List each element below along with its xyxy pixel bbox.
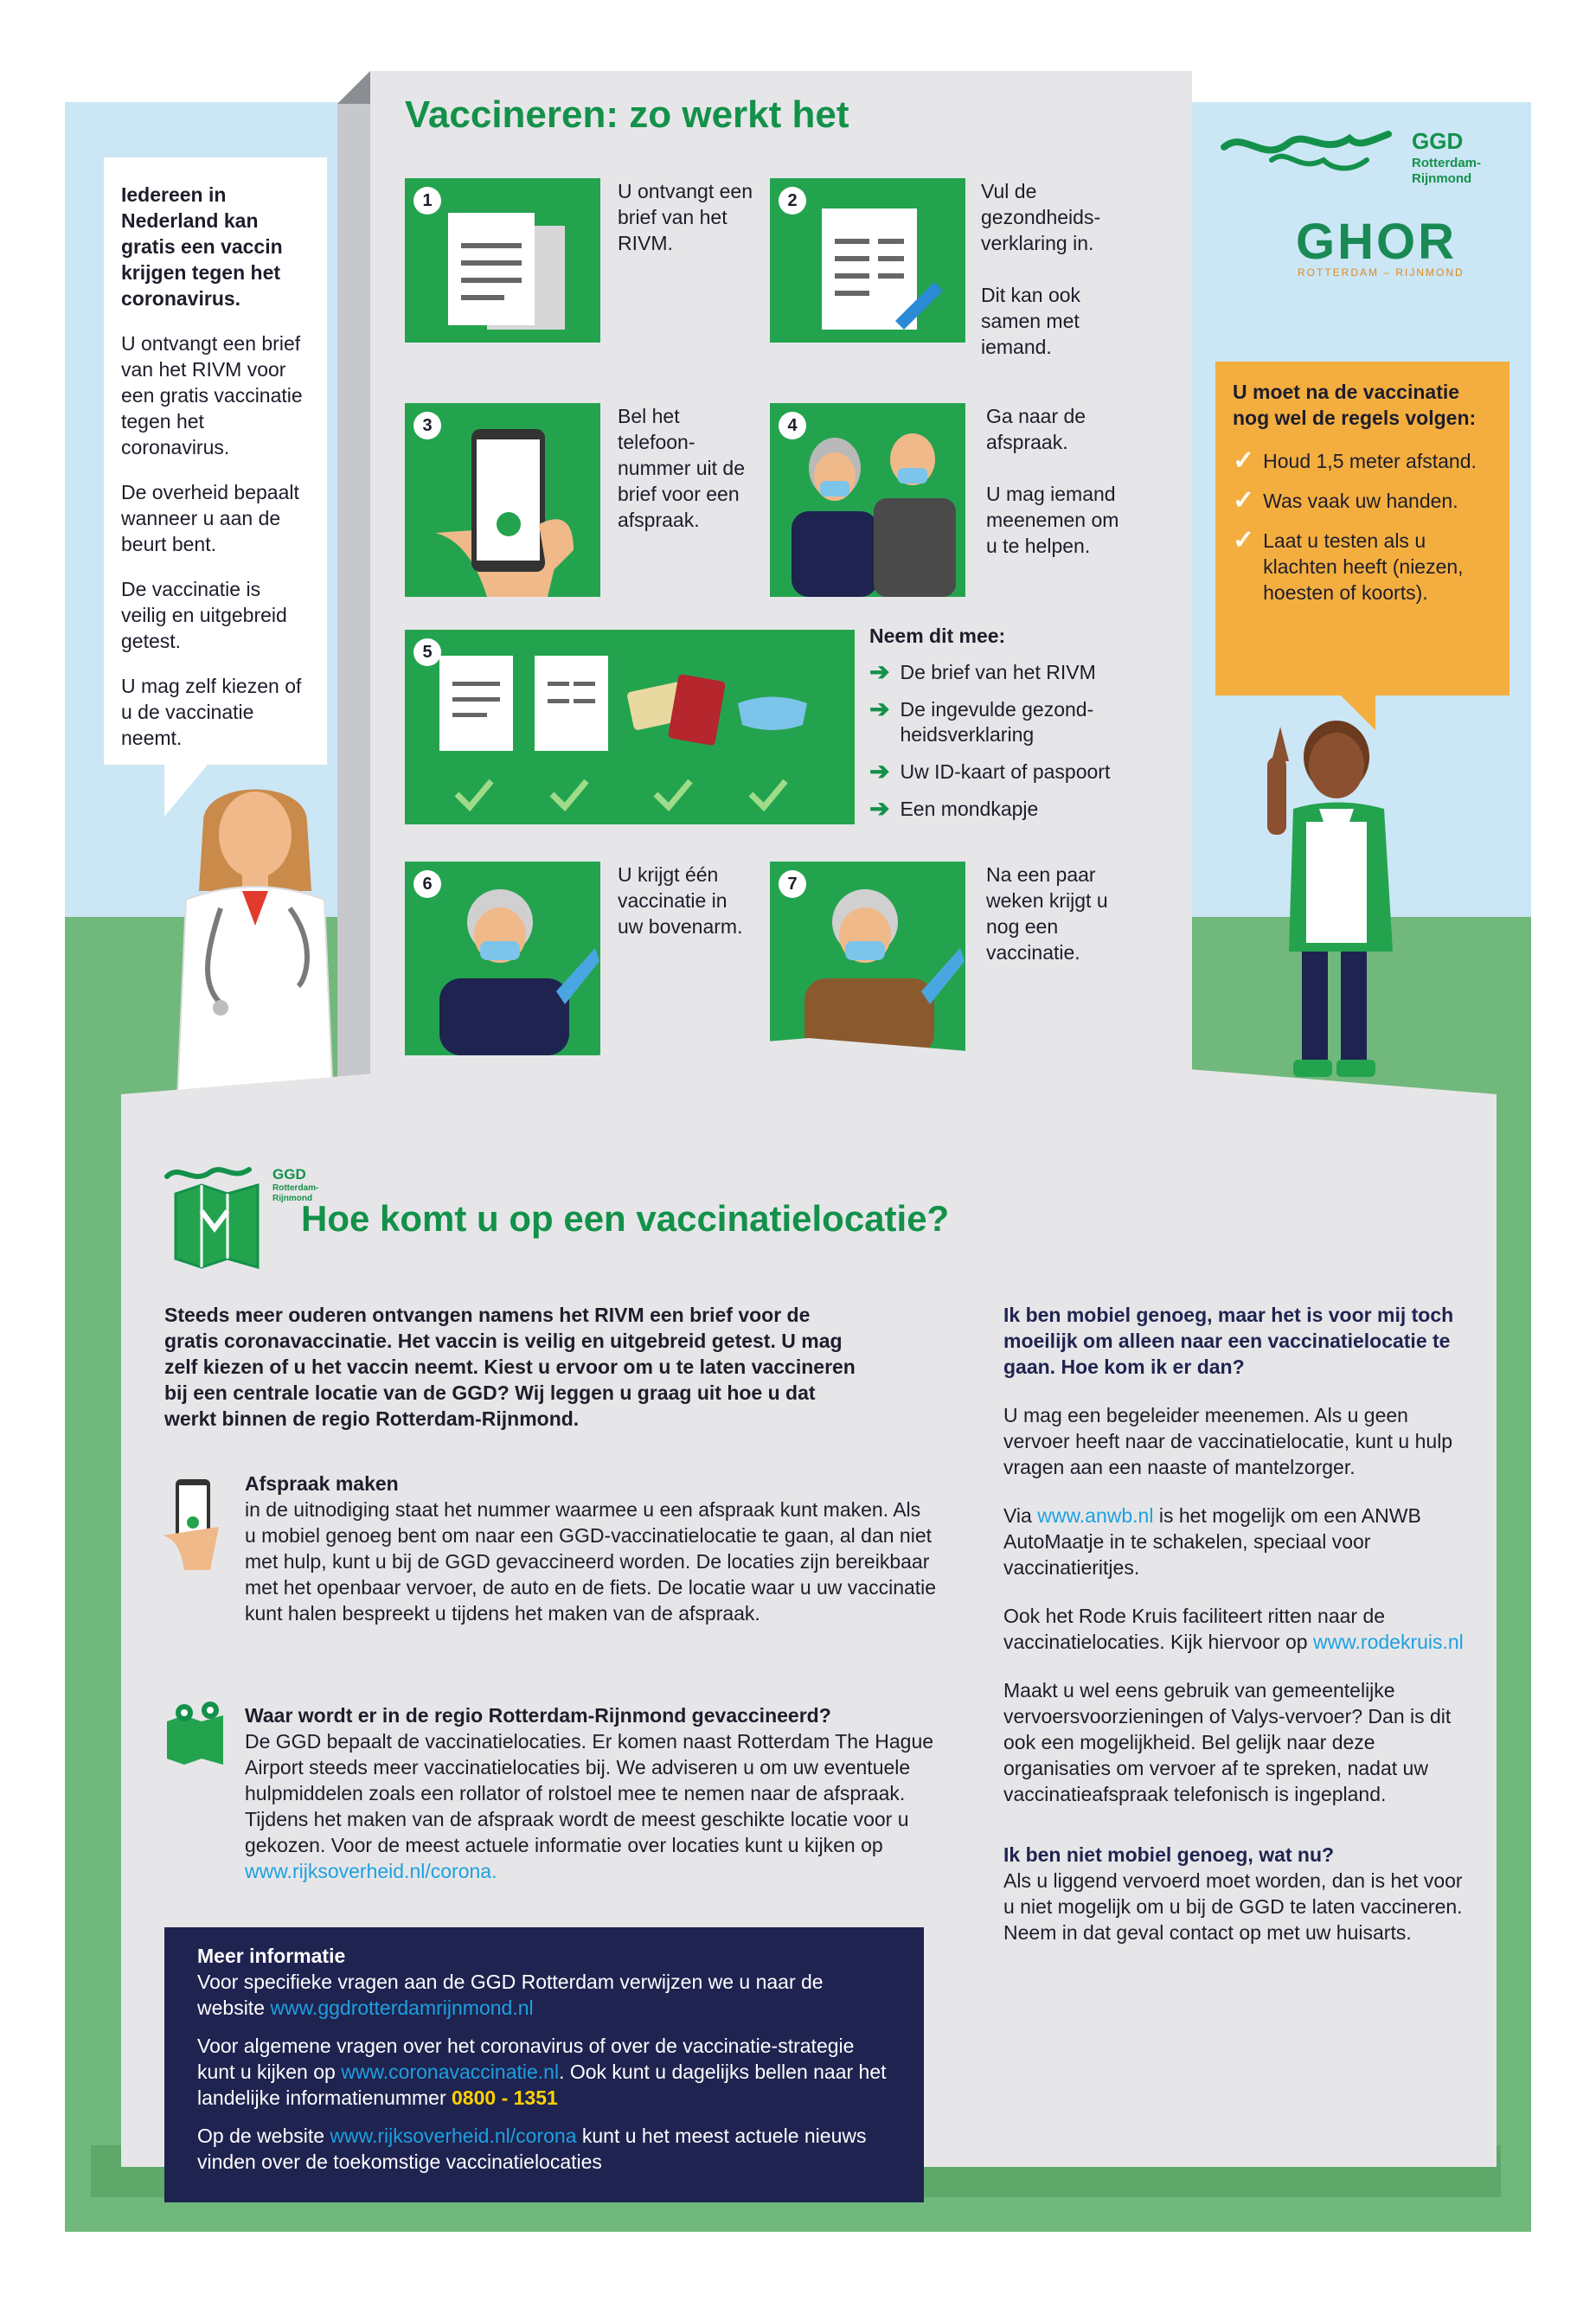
step-2-text-extra: Dit kan ook samen met iemand. bbox=[981, 284, 1081, 358]
coronavaccinatie-link[interactable]: www.coronavaccinatie.nl bbox=[341, 2061, 560, 2083]
check-icon: ✓ bbox=[1233, 526, 1255, 554]
step-5-image bbox=[405, 630, 855, 824]
ggd-logo-sub1: Rotterdam- bbox=[1412, 156, 1482, 170]
step-4-image bbox=[770, 403, 965, 597]
take-along-item bbox=[869, 697, 1181, 747]
rules-item-text: Was vaak uw handen. bbox=[1263, 490, 1458, 512]
panel-side bbox=[337, 104, 370, 1092]
step-number: 1 bbox=[413, 187, 441, 215]
rijksoverheid-corona-link[interactable]: www.rijksoverheid.nl/corona bbox=[330, 2125, 577, 2147]
step-4-text: Ga naar de afspraak. bbox=[986, 405, 1086, 453]
location-title: Hoe komt u op een vaccinatielocatie? bbox=[301, 1198, 950, 1239]
transport-answer-5: Als u liggend vervoerd moet worden, dan is het voor u niet mogelijk om u bij de GGD te laten vaccineren. Neem in dat geval contact op met uw huisarts. bbox=[1003, 1869, 1463, 1944]
anwb-link[interactable]: www.anwb.nl bbox=[1037, 1504, 1154, 1527]
ggd-small-logo-name: GGD bbox=[272, 1166, 306, 1183]
check-icon: ✓ bbox=[1233, 446, 1255, 475]
step-3-image bbox=[405, 403, 600, 597]
bottom-panel-roof-right bbox=[809, 1038, 1497, 1094]
check-icon: ✓ bbox=[1233, 486, 1255, 515]
more-info-p3-text2: kunt u het meest actuele nieuws vinden over de toekomstige vaccinatielocaties bbox=[197, 2125, 867, 2173]
step-1-image bbox=[405, 178, 600, 343]
second-vaccination-icon bbox=[792, 879, 965, 1055]
rules-title: U moet na de vaccinatie nog wel de regels volgen: bbox=[1233, 381, 1477, 429]
where-title: Waar wordt er in de regio Rotterdam-Rijnmond gevaccineerd? bbox=[245, 1704, 831, 1727]
more-info-title: Meer informatie bbox=[197, 1945, 346, 1967]
step-4-text-extra: U mag iemand meenemen om u te helpen. bbox=[986, 483, 1119, 557]
two-elderly-people-icon bbox=[787, 420, 960, 597]
ggd-leaf-logo-icon bbox=[1220, 121, 1393, 182]
take-along-title: Neem dit mee: bbox=[869, 625, 1006, 647]
step-7-image bbox=[770, 862, 965, 1055]
rodekruis-link[interactable]: www.rodekruis.nl bbox=[1312, 1631, 1464, 1653]
map-pin-icon bbox=[163, 1700, 232, 1769]
rules-box bbox=[1215, 362, 1509, 695]
bottom-panel-roof-left bbox=[121, 1038, 809, 1094]
items-to-bring-icon bbox=[439, 656, 846, 820]
step-7-text: Na een paar weken krijgt u nog een vaccinatie. bbox=[986, 863, 1108, 964]
location-intro: Steeds meer ouderen ontvangen namens het RIVM een brief voor de gratis coronavaccinatie. Het vaccin is veilig en uitgebreid getest. U mag zelf kiezen of u het vaccin neemt. Kiest u ervoor om u te laten vaccineren bij een centrale locatie van de GGD? Wij leggen u graag uit hoe u dat werkt binnen de regio Rotterdam-Rijnmond. bbox=[164, 1304, 856, 1430]
nurse-illustration-icon bbox=[1254, 709, 1410, 1081]
transport-question-1: Ik ben mobiel genoeg, maar het is voor mij toch moeilijk om alleen naar een vaccinatielocatie te gaan. Hoe kom ik er dan? bbox=[1003, 1304, 1454, 1378]
more-info-p3-text: Op de website bbox=[197, 2125, 330, 2147]
transport-answer-3 bbox=[1003, 1603, 1471, 1655]
take-along-item-text: De brief van het RIVM bbox=[900, 661, 1096, 683]
bubble-paragraph-1: Iedereen in Nederland kan gratis een vaccin krijgen tegen het coronavirus. bbox=[121, 183, 283, 310]
step-number: 5 bbox=[413, 638, 441, 666]
where-block bbox=[245, 1702, 945, 1884]
bubble-paragraph-4: De vaccinatie is veilig en uitgebreid getest. bbox=[121, 578, 287, 652]
take-along-item bbox=[869, 660, 1181, 685]
appointment-title: Afspraak maken bbox=[245, 1472, 399, 1495]
appointment-block bbox=[245, 1471, 937, 1626]
phone-hand-icon bbox=[163, 1475, 223, 1570]
appointment-text: in de uitnodiging staat het nummer waarmee u een afspraak kunt maken. Als u mobiel genoeg bent om naar een GGD-vaccinatielocatie te gaan, al dan niet met hulp, kunt u bij de GGD gevaccineerd worden. De locaties zijn bereikbaar met het openbaar vervoer, de auto en de fiets. De locatie waar u uw vaccinatie kunt halen bespreekt u tijdens het maken van de afspraak. bbox=[245, 1498, 937, 1625]
vaccination-icon bbox=[426, 879, 599, 1055]
rules-item-text: Houd 1,5 meter afstand. bbox=[1263, 450, 1477, 472]
take-along-list bbox=[869, 625, 1181, 834]
take-along-item-text: Een mondkapje bbox=[900, 798, 1039, 820]
transport-answer-2-text2: is het mogelijk om een ANWB AutoMaatje in te schakelen, speciaal voor vaccinatieritjes. bbox=[1003, 1504, 1421, 1579]
take-along-item-text: De ingevulde gezond-heidsverklaring bbox=[900, 698, 1094, 746]
more-info-p3 bbox=[197, 2123, 891, 2175]
take-along-item bbox=[869, 797, 1181, 822]
arrow-right-icon: ➔ bbox=[869, 658, 890, 685]
page-title: Vaccineren: zo werkt het bbox=[405, 93, 849, 136]
transport-answer-2-text: Via bbox=[1003, 1504, 1038, 1527]
step-6-image bbox=[405, 862, 600, 1055]
letters-icon bbox=[439, 204, 578, 334]
ggd-logo-sub2: Rijnmond bbox=[1412, 171, 1472, 186]
step-2-text: Vul de gezondheids-verklaring in. bbox=[981, 180, 1101, 254]
step-number: 7 bbox=[779, 870, 806, 898]
take-along-item bbox=[869, 760, 1181, 785]
where-text-wrap bbox=[245, 1728, 945, 1884]
ggd-small-logo-sub2: Rijnmond bbox=[272, 1194, 313, 1203]
take-along-item-text: Uw ID-kaart of paspoort bbox=[900, 760, 1111, 783]
rules-item bbox=[1233, 528, 1492, 606]
more-info-p1 bbox=[197, 1969, 891, 2021]
step-3-text: Bel het telefoon-nummer uit de brief voor een afspraak. bbox=[618, 405, 746, 531]
transport-answer-1: U mag een begeleider meenemen. Als u geen vervoer heeft naar de vaccinatielocatie, kunt u hulp vragen aan een naaste of mantelzorger. bbox=[1003, 1404, 1453, 1478]
transport-answer-4: Maakt u wel eens gebruik van gemeentelijke vervoersvoorzieningen of Valys-vervoer? Dan is dit ook een mogelijkheid. Bel gelijk naar deze organisaties om vervoer af te spreken, nadat uw vaccinatieafspraak telefonisch is ingepland. bbox=[1003, 1679, 1452, 1805]
ghor-logo-sub: ROTTERDAM – RIJNMOND bbox=[1298, 266, 1465, 279]
phone-call-icon bbox=[435, 420, 582, 597]
arrow-right-icon: ➔ bbox=[869, 795, 890, 822]
transport-question-2: Ik ben niet mobiel genoeg, wat nu? bbox=[1003, 1843, 1335, 1866]
more-info-p2-text2: . Ook kunt u dagelijks bellen naar het landelijke informatienummer bbox=[197, 2061, 887, 2109]
ggd-logo-name: GGD bbox=[1412, 128, 1464, 154]
more-info-p2-text: Voor algemene vragen over het coronavirus of over de vaccinatie-strategie kunt u kijken op bbox=[197, 2035, 855, 2083]
rules-item-text: Laat u testen als u klachten heeft (niezen, hoesten of koorts). bbox=[1263, 529, 1464, 604]
step-number: 2 bbox=[779, 187, 806, 215]
step-1-text: U ontvangt een brief van het RIVM. bbox=[618, 180, 753, 254]
panel-fold bbox=[337, 71, 370, 104]
step-2-image bbox=[770, 178, 965, 343]
step-number: 6 bbox=[413, 870, 441, 898]
doctor-speech-bubble bbox=[104, 157, 327, 765]
rules-item bbox=[1233, 448, 1492, 474]
more-info-box bbox=[164, 1927, 924, 2202]
where-text: De GGD bepaalt de vaccinatielocaties. Er komen naast Rotterdam The Hague Airport steeds meer vaccinatielocaties bij. We adviseren u om uw eventuele hulpmiddelen zoals een rollator of rolstoel mee te nemen naar de afspraak. Tijdens het maken van de afspraak wordt de meest geschikte locatie voor u gekozen. Voor de meest actuele informatie over locaties kunt u kijken op bbox=[245, 1730, 934, 1856]
bubble-paragraph-5: U mag zelf kiezen of u de vaccinatie neemt. bbox=[121, 675, 302, 749]
form-pen-icon bbox=[813, 200, 943, 338]
transport-answer-2 bbox=[1003, 1503, 1471, 1580]
step-number: 3 bbox=[413, 412, 441, 439]
ghor-logo: GHOR bbox=[1296, 214, 1457, 270]
transport-answer-3-text: Ook het Rode Kruis faciliteert ritten naar de vaccinatielocaties. Kijk hiervoor op bbox=[1003, 1605, 1386, 1653]
transport-column bbox=[1003, 1302, 1471, 1968]
arrow-right-icon: ➔ bbox=[869, 695, 890, 722]
rijksoverheid-link[interactable]: www.rijksoverheid.nl/corona. bbox=[245, 1860, 497, 1882]
more-info-p2 bbox=[197, 2033, 891, 2111]
step-6-text: U krijgt één vaccinatie in uw bovenarm. bbox=[618, 863, 743, 938]
phone-number: 0800 - 1351 bbox=[452, 2086, 558, 2109]
bubble-paragraph-2: U ontvangt een brief van het RIVM voor een gratis vaccinatie tegen het coronavirus. bbox=[121, 332, 303, 458]
rules-item bbox=[1233, 488, 1492, 514]
more-info-p1-text: Voor specifieke vragen aan de GGD Rotterdam verwijzen we u naar de website bbox=[197, 1971, 824, 2019]
ggd-small-logo-sub1: Rotterdam- bbox=[272, 1183, 319, 1193]
ggd-website-link[interactable]: www.ggdrotterdamrijnmond.nl bbox=[270, 1997, 534, 2019]
step-number: 4 bbox=[779, 412, 806, 439]
arrow-right-icon: ➔ bbox=[869, 758, 890, 785]
bubble-paragraph-3: De overheid bepaalt wanneer u aan de beurt bent. bbox=[121, 481, 299, 555]
